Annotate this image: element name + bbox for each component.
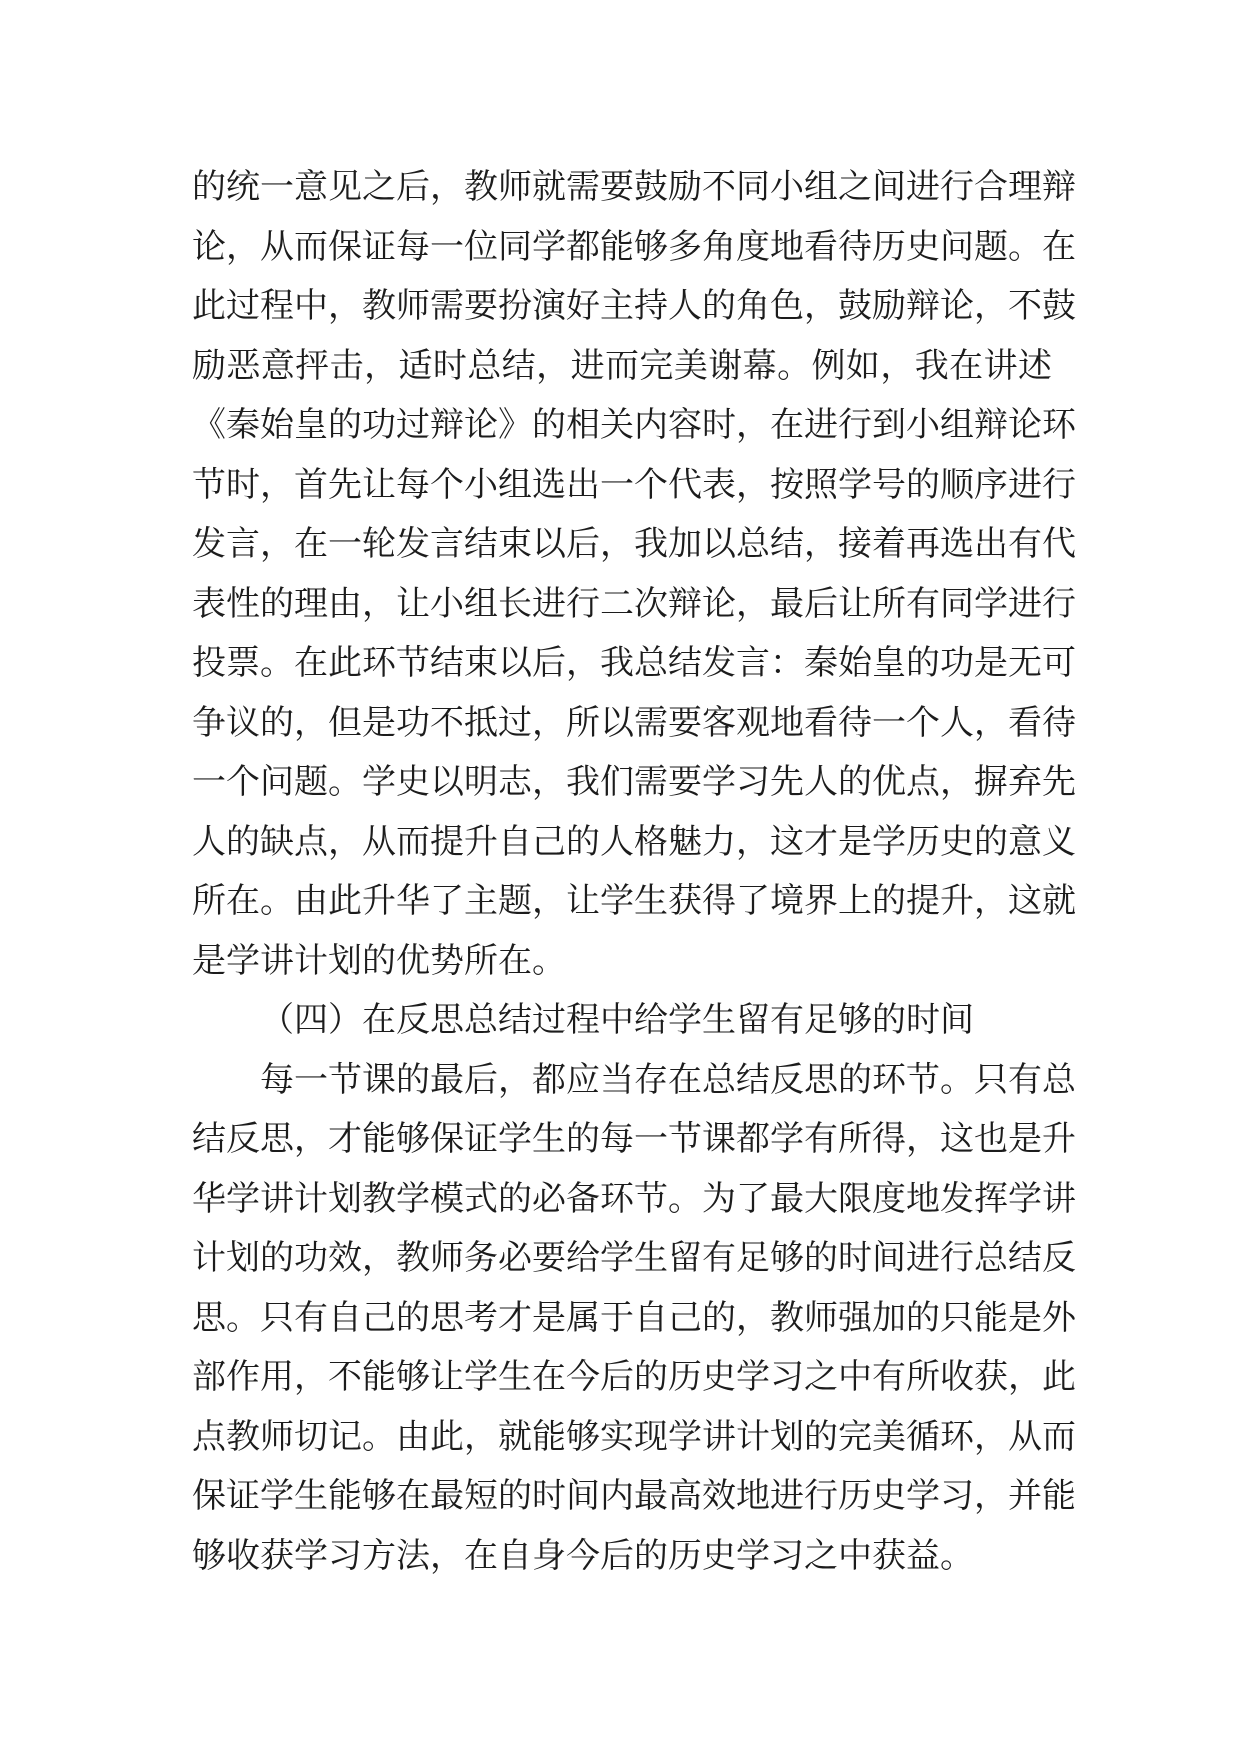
paragraph-line: 励恶意抨击，适时总结，进而完美谢幕。例如，我在讲述 (192, 345, 1052, 386)
paragraph-1 (192, 158, 1076, 991)
paragraph-line: 部作用，不能够让学生在今后的历史学习之中有所收获，此 (192, 1357, 1076, 1397)
paragraph-line: 投票。在此环节结束以后，我总结发言：秦始皇的功是无可 (192, 643, 1076, 683)
paragraph-line: 表性的理由，让小组长进行二次辩论，最后让所有同学进行 (192, 583, 1076, 624)
paragraph-line: 人的缺点，从而提升自己的人格魅力，这才是学历史的意义 (192, 821, 1076, 862)
paragraph-line: 节时，首先让每个小组选出一个代表，按照学号的顺序进行 (192, 464, 1076, 505)
body-text (192, 158, 1076, 1586)
section-heading: （四）在反思总结过程中给学生留有足够的时间 (260, 1000, 974, 1040)
paragraph-line: 计划的功效，教师务必要给学生留有足够的时间进行总结反 (192, 1238, 1076, 1278)
paragraph-line: 保证学生能够在最短的时间内最高效地进行历史学习，并能 (192, 1476, 1076, 1516)
paragraph-line: 争议的，但是功不抵过，所以需要客观地看待一个人，看待 (192, 702, 1076, 743)
paragraph-line: 是学讲计划的优势所在。 (192, 940, 566, 981)
paragraph-line: 华学讲计划教学模式的必备环节。为了最大限度地发挥学讲 (192, 1178, 1076, 1219)
paragraph-line: 发言，在一轮发言结束以后，我加以总结，接着再选出有代 (192, 524, 1076, 564)
paragraph-line: 够收获学习方法，在自身今后的历史学习之中获益。 (192, 1535, 974, 1576)
paragraph-2 (192, 1051, 1076, 1587)
paragraph-line: 的统一意见之后，教师就需要鼓励不同小组之间进行合理辩 (192, 167, 1076, 207)
paragraph-line: 论，从而保证每一位同学都能够多角度地看待历史问题。在 (192, 226, 1076, 267)
paragraph-line: 结反思，才能够保证学生的每一节课都学有所得，这也是升 (192, 1119, 1076, 1159)
paragraph-line: 思。只有自己的思考才是属于自己的，教师强加的只能是外 (192, 1297, 1076, 1338)
paragraph-line: 此过程中，教师需要扮演好主持人的角色，鼓励辩论，不鼓 (192, 286, 1076, 326)
paragraph-line: 一个问题。学史以明志，我们需要学习先人的优点，摒弃先 (192, 762, 1076, 802)
paragraph-line: 每一节课的最后，都应当存在总结反思的环节。只有总 (260, 1059, 1076, 1100)
paragraph-line: 《秦始皇的功过辩论》的相关内容时，在进行到小组辩论环 (192, 405, 1076, 445)
paragraph-line: 所在。由此升华了主题，让学生获得了境界上的提升，这就 (192, 881, 1076, 921)
paragraph-line: 点教师切记。由此，就能够实现学讲计划的完美循环，从而 (192, 1416, 1076, 1457)
